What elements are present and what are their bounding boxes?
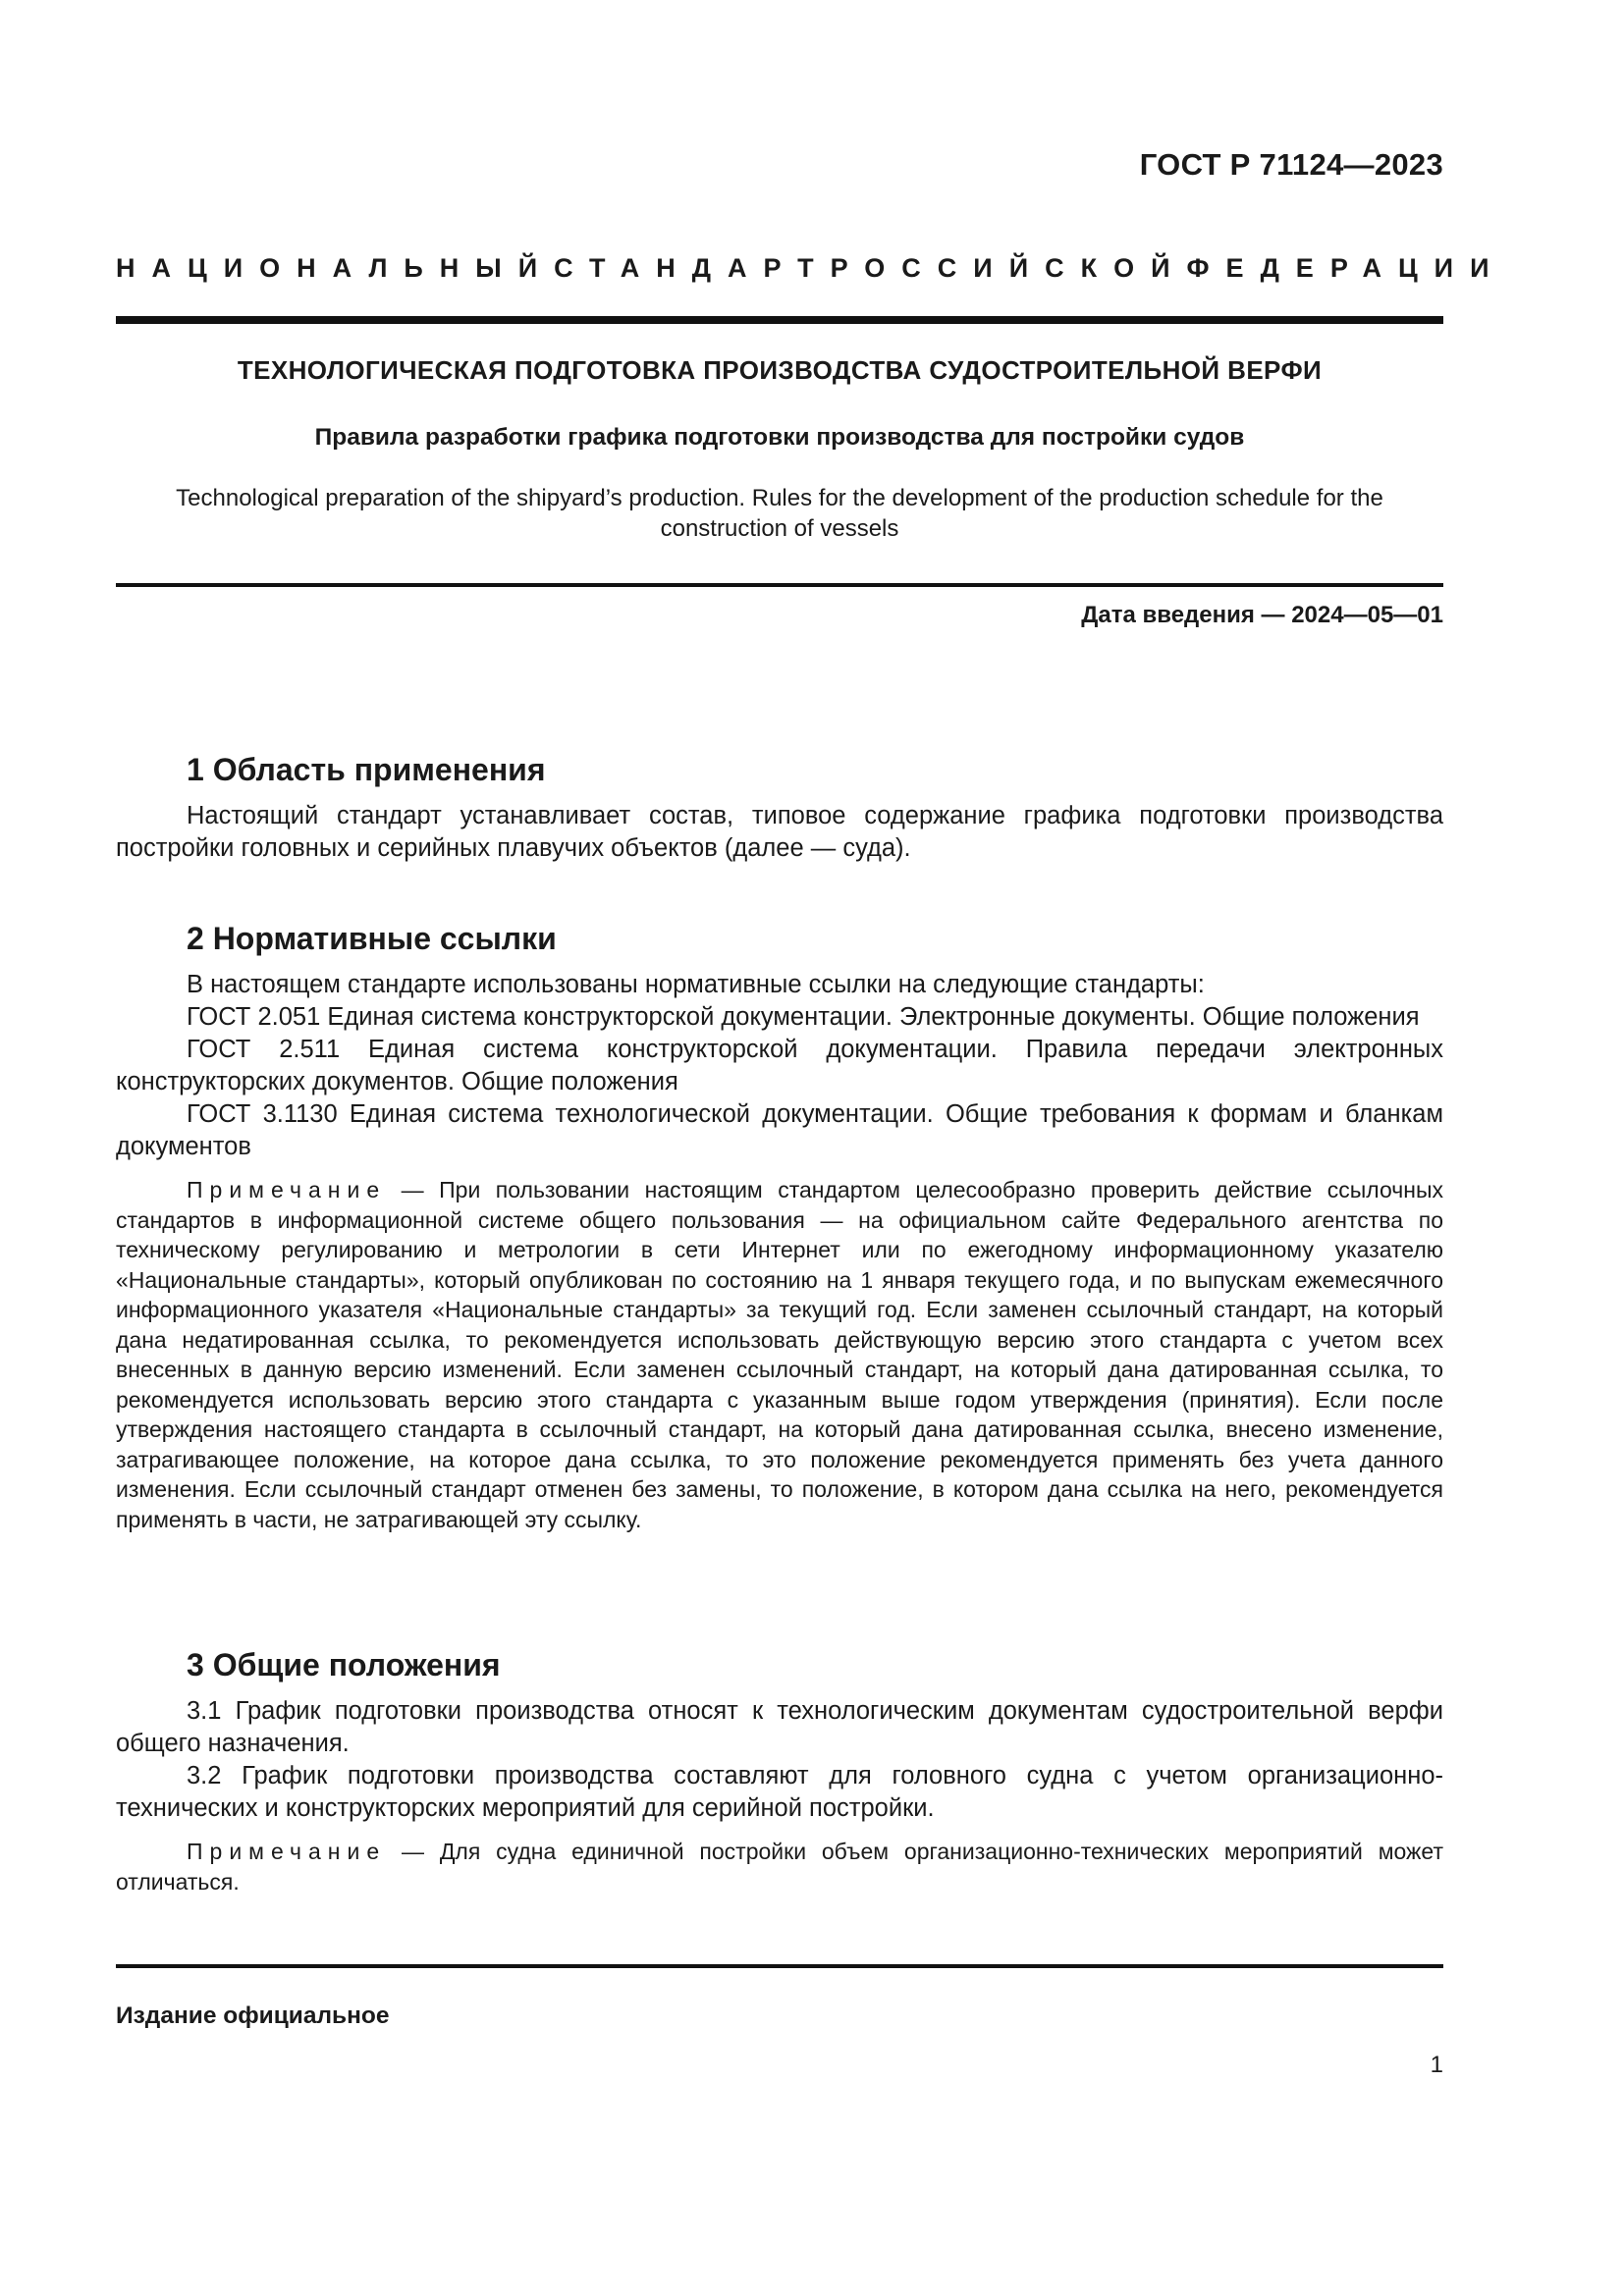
note-text: — Для судна единичной постройки объем организационно-технических мероприятий может отличаться. (116, 1839, 1443, 1895)
reference-item: ГОСТ 2.051 Единая система конструкторской документации. Электронные документы. Общие положения (187, 1003, 1420, 1031)
national-standard-banner (116, 253, 1506, 284)
section-heading: 3 Общие положения (187, 1647, 501, 1682)
reference-item: ГОСТ 2.511 Единая система конструкторской документации. Правила передачи электронных конструкторских документов. Общие положения (116, 1036, 1443, 1095)
standard-code: ГОСТ Р 71124—2023 (1139, 147, 1443, 182)
document-subtitle: Правила разработки графика подготовки производства для постройки судов (314, 424, 1245, 451)
footer-divider (116, 1964, 1443, 1968)
note-text: — При пользовании настоящим стандартом целесообразно проверить действие ссылочных стандартов в информационной системе общего пользования — на официальном сайте Федерального агентства по техническому регулированию и метрологии в сети Интернет или по ежегодному информационному указателю «Национальные стандарты», который опубликован по состоянию на 1 января текущего года, и по выпускам ежемесячного информационного указателя «Национальные стандарты» за текущий год. Если заменен ссылочный стандарт, на который дана недатированная ссылка, то рекомендуется использовать действующую версию этого стандарта с учетом всех внесенных в данную версию изменений. Если заменен ссылочный стандарт, на который дана датированная ссылка, то рекомендуется использовать версию этого стандарта с указанным выше годом утверждения (принятия). Если после утверждения настоящего стандарта в ссылочный стандарт, на который дана датированная ссылка, внесено изменение, затрагивающее положение, на которое дана ссылка, то это положение рекомендуется применять без учета данного изменения. Если ссылочный стандарт отменен без замены, то положение, в котором дана ссылка на него, рекомендуется применять в части, не затрагивающей эту ссылку. (116, 1177, 1443, 1532)
note (116, 1175, 1443, 1534)
document-title: ТЕХНОЛОГИЧЕСКАЯ ПОДГОТОВКА ПРОИЗВОДСТВА СУДОСТРОИТЕЛЬНОЙ ВЕРФИ (237, 355, 1323, 385)
official-edition-label: Издание официальное (116, 2002, 390, 2029)
introduction-date: Дата введения — 2024—05—01 (1081, 602, 1443, 628)
note-label: Примечание (187, 1839, 387, 1864)
section-paragraph: 3.2 График подготовки производства составляют для головного судна с учетом организационно-технических и конструкторских мероприятий для серийной постройки. (116, 1762, 1443, 1822)
reference-item: ГОСТ 3.1130 Единая система технологической документации. Общие требования к формам и бланкам документов (116, 1100, 1443, 1160)
section-heading: 2 Нормативные ссылки (187, 921, 557, 956)
top-divider (116, 316, 1443, 324)
banner-word: НАЦИОНАЛЬНЫЙ (116, 253, 555, 283)
section-scope (116, 754, 1443, 865)
banner-word: ФЕДЕРАЦИИ (1186, 253, 1506, 283)
section-heading: 1 Область применения (187, 752, 546, 787)
note (116, 1837, 1443, 1896)
page-number: 1 (1430, 2052, 1443, 2078)
document-page (116, 0, 1506, 2296)
section-general-provisions (116, 1649, 1443, 1896)
banner-word: РОССИЙСКОЙ (830, 253, 1187, 283)
section-normative-references (116, 923, 1443, 1534)
section-paragraph: 3.1 График подготовки производства относят к технологическим документам судостроительной верфи общего назначения. (116, 1697, 1443, 1757)
note-label: Примечание (187, 1177, 387, 1202)
section-paragraph: Настоящий стандарт устанавливает состав, типовое содержание графика подготовки производства постройки головных и серийных плавучих объектов (далее — суда). (116, 802, 1443, 862)
english-title: Technological preparation of the shipyard’s production. Rules for the development of the production schedule for the construction of vessels (176, 485, 1383, 542)
title-divider (116, 583, 1443, 587)
section-paragraph: В настоящем стандарте использованы нормативные ссылки на следующие стандарты: (187, 971, 1205, 998)
banner-word: СТАНДАРТ (554, 253, 831, 283)
